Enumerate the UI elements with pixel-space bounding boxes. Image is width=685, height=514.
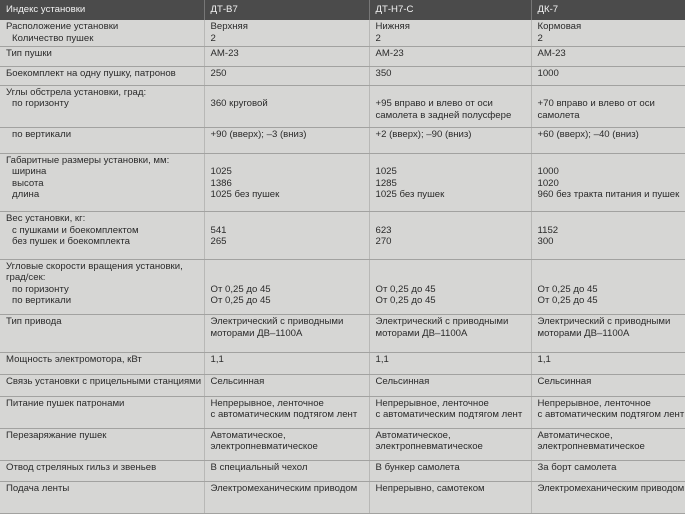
cell-dk-7	[531, 315, 685, 353]
cell-parameter	[0, 315, 204, 353]
header-row	[0, 0, 685, 20]
cell-line: высота	[12, 177, 44, 189]
cell-line: Подача ленты	[6, 482, 70, 494]
cell-line	[211, 261, 363, 273]
cell-dt-n7-s	[369, 20, 531, 46]
cell-dk-7	[531, 481, 685, 513]
cell-line: 250	[210, 67, 227, 79]
cell-line: 1020	[537, 177, 559, 189]
cell-line: Тип привода	[6, 316, 62, 328]
cell-line: Электромеханическим приводом	[537, 482, 685, 494]
cell-parameter	[0, 396, 204, 428]
cell-dt-v7	[204, 353, 369, 374]
cell-line: Электрический с приводными	[537, 316, 671, 328]
cell-line: АМ-23	[375, 47, 404, 59]
cell-line	[376, 87, 525, 99]
cell-line: 1,1	[537, 354, 551, 366]
table-row	[0, 20, 685, 46]
cell-dt-v7	[204, 153, 369, 211]
cell-line: Отвод стреляных гильз и звеньев	[6, 461, 157, 473]
cell-line: Тип пушки	[6, 47, 52, 59]
cell-dt-n7-s	[369, 460, 531, 481]
cell-line: В бункер самолета	[375, 461, 460, 473]
cell-line: 1,1	[210, 354, 224, 366]
cell-line: 541	[210, 224, 227, 236]
cell-line: За борт самолета	[537, 461, 617, 473]
cell-line: Перезаряжание пушек	[6, 429, 107, 441]
cell-dt-n7-s	[369, 259, 531, 314]
cell-line: Сельсинная	[537, 375, 592, 387]
cell-line: 1285	[375, 177, 397, 189]
cell-line: От 0,25 до 45	[375, 283, 436, 295]
cell-line: От 0,25 до 45	[537, 295, 598, 307]
cell-parameter	[0, 428, 204, 460]
cell-dt-v7	[204, 460, 369, 481]
table-row	[0, 128, 685, 153]
cell-line: Габаритные размеры установки, мм:	[6, 154, 170, 166]
cell-line: +70 вправо и влево от оси	[537, 98, 655, 110]
cell-dt-v7	[204, 259, 369, 314]
cell-line: без пушек и боекомплекта	[12, 236, 130, 248]
cell-parameter	[0, 212, 204, 260]
cell-dt-v7	[204, 128, 369, 153]
table-row	[0, 66, 685, 85]
table-row	[0, 153, 685, 211]
cell-line: Непрерывно, самотеком	[375, 482, 485, 494]
cell-dk-7	[531, 128, 685, 153]
cell-dt-v7	[204, 481, 369, 513]
cell-line: Верхняя	[210, 21, 248, 32]
cell-line: Боекомплект на одну пушку, патронов	[6, 67, 176, 79]
cell-parameter	[0, 153, 204, 211]
cell-line	[376, 272, 525, 284]
cell-line: Связь установки с прицельными станциями	[6, 375, 202, 387]
cell-line: с пушками и боекомплектом	[12, 224, 139, 236]
cell-parameter	[0, 66, 204, 85]
table-row	[0, 46, 685, 66]
header-cell-dt-n7-s: ДТ-Н7-С	[369, 0, 531, 20]
cell-line	[376, 261, 525, 273]
cell-line	[211, 213, 363, 225]
cell-dt-n7-s	[369, 315, 531, 353]
cell-line: +95 вправо и влево от оси	[375, 98, 493, 110]
cell-line	[538, 261, 680, 273]
cell-dt-n7-s	[369, 128, 531, 153]
cell-line	[538, 155, 680, 167]
cell-line	[211, 272, 363, 284]
cell-line: Автоматическое,	[537, 429, 613, 441]
cell-line: АМ-23	[537, 47, 566, 59]
cell-line: Электрический с приводными	[210, 316, 344, 328]
table-row	[0, 85, 685, 127]
table-row	[0, 481, 685, 513]
cell-line: Электромеханическим приводом	[210, 482, 358, 494]
cell-line: по вертикали	[12, 295, 72, 307]
cell-line: Автоматическое,	[375, 429, 451, 441]
cell-line	[211, 155, 363, 167]
cell-line: электропневматическое	[537, 441, 645, 453]
cell-line: Электрический с приводными	[375, 316, 509, 328]
cell-line: Питание пушек патронами	[6, 397, 125, 409]
table-row	[0, 428, 685, 460]
cell-dt-n7-s	[369, 481, 531, 513]
cell-line: 1025 без пушек	[375, 189, 445, 201]
cell-line: 265	[210, 236, 227, 248]
cell-line: по вертикали	[12, 129, 72, 141]
table-row	[0, 460, 685, 481]
cell-line: 960 без тракта питания и пушек	[537, 189, 680, 201]
table-row	[0, 353, 685, 374]
cell-line: ширина	[12, 166, 47, 178]
cell-line: с автоматическим подтягом лент	[537, 409, 685, 421]
cell-line: моторами ДВ–1100А	[375, 327, 468, 339]
header-cell-index: Индекс установки	[0, 0, 204, 20]
cell-dt-v7	[204, 374, 369, 396]
cell-line: с автоматическим подтягом лент	[375, 409, 523, 421]
cell-dt-v7	[204, 20, 369, 46]
cell-dt-n7-s	[369, 396, 531, 428]
cell-line: с автоматическим подтягом лент	[210, 409, 358, 421]
cell-dt-n7-s	[369, 353, 531, 374]
cell-dt-n7-s	[369, 428, 531, 460]
cell-dt-n7-s	[369, 374, 531, 396]
cell-dk-7	[531, 374, 685, 396]
cell-line: электропневматическое	[375, 441, 483, 453]
table-row	[0, 396, 685, 428]
cell-dk-7	[531, 66, 685, 85]
cell-line	[376, 155, 525, 167]
cell-dt-n7-s	[369, 46, 531, 66]
cell-dt-v7	[204, 428, 369, 460]
cell-dt-v7	[204, 46, 369, 66]
cell-dk-7	[531, 46, 685, 66]
cell-dk-7	[531, 85, 685, 127]
cell-line: +2 (вверх); –90 (вниз)	[375, 129, 472, 141]
cell-line: 1152	[537, 224, 559, 236]
cell-line: Расположение установки	[6, 21, 119, 32]
cell-line: по горизонту	[12, 98, 69, 110]
table-row	[0, 315, 685, 353]
cell-line: 360 круговой	[210, 98, 268, 110]
cell-line: 1386	[210, 177, 232, 189]
cell-line: От 0,25 до 45	[210, 295, 271, 307]
cell-line: 2	[375, 32, 381, 44]
cell-dt-v7	[204, 66, 369, 85]
cell-parameter	[0, 481, 204, 513]
cell-line: Непрерывное, ленточное	[210, 397, 324, 409]
cell-parameter	[0, 353, 204, 374]
cell-dt-n7-s	[369, 66, 531, 85]
cell-line: В специальный чехол	[210, 461, 308, 473]
cell-parameter	[0, 374, 204, 396]
cell-dk-7	[531, 460, 685, 481]
cell-line: Автоматическое,	[210, 429, 286, 441]
cell-line: 1000	[537, 67, 559, 79]
cell-dk-7	[531, 259, 685, 314]
cell-line	[538, 87, 680, 99]
cell-line: Мощность электромотора, кВт	[6, 354, 142, 366]
cell-line	[376, 213, 525, 225]
cell-parameter	[0, 46, 204, 66]
cell-line: самолета в задней полусфере	[375, 109, 512, 121]
cell-line	[211, 87, 363, 99]
cell-line: 2	[210, 32, 216, 44]
cell-line: Вес установки, кг:	[6, 213, 86, 225]
cell-dt-n7-s	[369, 85, 531, 127]
cell-parameter	[0, 460, 204, 481]
cell-line: От 0,25 до 45	[375, 295, 436, 307]
cell-line: Сельсинная	[210, 375, 265, 387]
cell-line: Количество пушек	[12, 32, 94, 44]
cell-line: град/сек:	[6, 272, 46, 284]
cell-dt-v7	[204, 315, 369, 353]
cell-line: 1025 без пушек	[210, 189, 280, 201]
cell-parameter	[0, 85, 204, 127]
cell-line: Нижняя	[375, 21, 410, 32]
header-cell-dk-7: ДК-7	[531, 0, 685, 20]
cell-dk-7	[531, 396, 685, 428]
table-row	[0, 259, 685, 314]
cell-line: 623	[375, 224, 392, 236]
cell-dk-7	[531, 428, 685, 460]
cell-line: моторами ДВ–1100А	[537, 327, 630, 339]
cell-line: длина	[12, 189, 40, 201]
table-header	[0, 0, 685, 20]
cell-line: Кормовая	[537, 21, 582, 32]
cell-line: АМ-23	[210, 47, 239, 59]
cell-line: 1025	[210, 166, 232, 178]
cell-line: 1,1	[375, 354, 389, 366]
table-row	[0, 212, 685, 260]
cell-line: Угловые скорости вращения установки,	[6, 260, 183, 272]
cell-dk-7	[531, 153, 685, 211]
header-cell-dt-v7: ДТ-В7	[204, 0, 369, 20]
cell-line: 350	[375, 67, 392, 79]
cell-line: Углы обстрела установки, град:	[6, 86, 147, 98]
cell-line: 2	[537, 32, 543, 44]
cell-line: +60 (вверх); –40 (вниз)	[537, 129, 639, 141]
cell-line: 300	[537, 236, 554, 248]
cell-line: Непрерывное, ленточное	[537, 397, 651, 409]
cell-line: От 0,25 до 45	[537, 283, 598, 295]
cell-line: Непрерывное, ленточное	[375, 397, 489, 409]
cell-parameter	[0, 128, 204, 153]
cell-line: электропневматическое	[210, 441, 318, 453]
table-row	[0, 374, 685, 396]
cell-line: 1025	[375, 166, 397, 178]
cell-parameter	[0, 259, 204, 314]
table-body	[0, 20, 685, 514]
cell-parameter	[0, 20, 204, 46]
cell-dk-7	[531, 353, 685, 374]
cell-line: самолета	[537, 109, 580, 121]
cell-line: Сельсинная	[375, 375, 430, 387]
cell-dk-7	[531, 20, 685, 46]
cell-line	[538, 272, 680, 284]
cell-line: моторами ДВ–1100А	[210, 327, 303, 339]
cell-line: От 0,25 до 45	[210, 283, 271, 295]
cell-dk-7	[531, 212, 685, 260]
cell-line: по горизонту	[12, 283, 69, 295]
cell-line: +90 (вверх); –3 (вниз)	[210, 129, 307, 141]
cell-dt-v7	[204, 396, 369, 428]
cell-line: 1000	[537, 166, 559, 178]
cell-dt-v7	[204, 212, 369, 260]
cell-line: 270	[375, 236, 392, 248]
cell-dt-v7	[204, 85, 369, 127]
cell-dt-n7-s	[369, 212, 531, 260]
cell-line	[538, 213, 680, 225]
cell-dt-n7-s	[369, 153, 531, 211]
